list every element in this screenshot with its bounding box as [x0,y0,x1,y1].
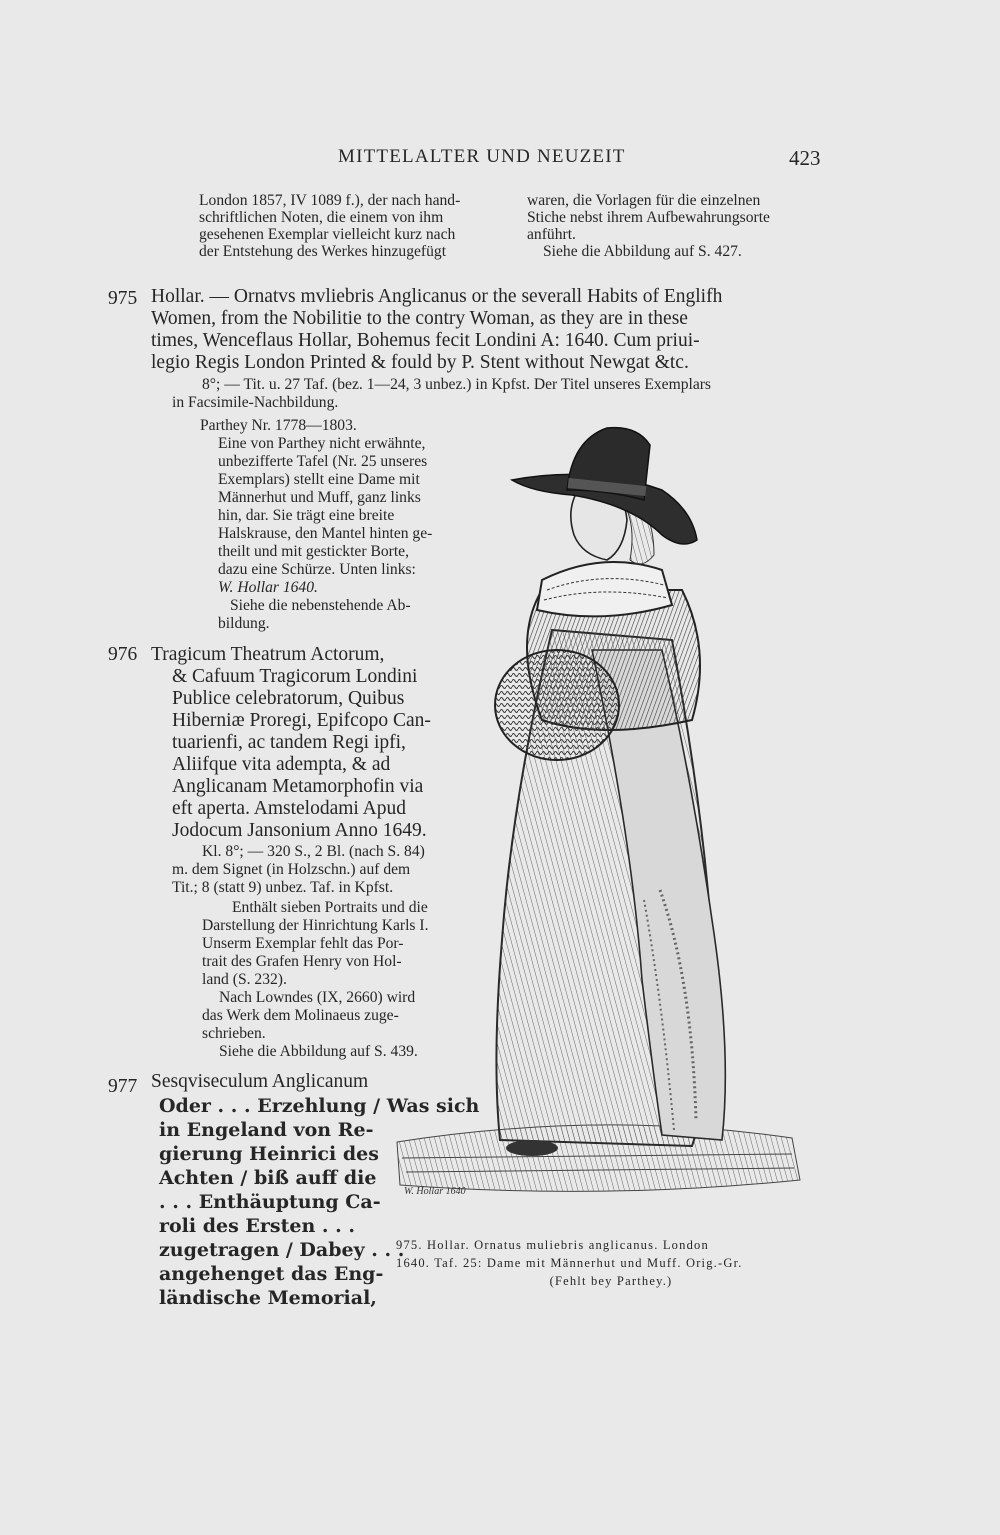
text-line: waren, die Vorlagen für die einzelnen [527,192,761,209]
text-line: gesehenen Exemplar vielleicht kurz nach [199,226,456,243]
continued-left-column [199,192,505,260]
note-line: Unserm Exemplar fehlt das Por- [202,935,404,952]
title-line: in Engeland von Re- [159,1119,374,1141]
title-line: roli des Ersten . . . [159,1215,355,1237]
title-line: Achten / biß auff die [159,1167,377,1189]
text-line: schriftlichen Noten, die einem von ihm [199,209,444,226]
running-title: MITTELALTER UND NEUZEIT [338,146,626,167]
note-line: Darstellung der Hinrichtung Karls I. [202,917,429,934]
title-line: Women, from the Nobilitie to the contry Woman, as they are in these [151,308,688,329]
title-line: Anglicanam Metamorphofin via [172,776,424,797]
entry-number: 975 [108,288,138,309]
note-line: Parthey Nr. 1778—1803. [200,417,357,434]
collation-line: in Facsimile-Nachbildung. [172,394,339,411]
collation-line: m. dem Signet (in Holzschn.) auf dem [172,861,411,878]
engraving-figure [392,420,832,1215]
collation-line: Tit.; 8 (statt 9) unbez. Taf. in Kpfst. [172,879,394,896]
title-line: Sesqviseculum Anglicanum [151,1071,369,1092]
title-line: . . . Enthäuptung Ca- [159,1191,381,1213]
title-line: angehenget das Eng- [159,1263,384,1285]
text-line: Stiche nebst ihrem Aufbewahrungsorte [527,209,770,226]
collation-line: 8°; — Tit. u. 27 Taf. (bez. 1—24, 3 unbez.) in Kpfst. Der Titel unseres Exemplars [202,376,712,393]
entry-975-collation [172,376,832,412]
page-number: 423 [789,146,821,170]
title-line: ländische Memorial, [159,1287,377,1309]
note-line: dazu eine Schürze. Unten links: [218,561,416,578]
caption-line: 1640. Taf. 25: Dame mit Männerhut und Muff. Orig.-Gr. [396,1256,743,1270]
title-line: zugetragen / Dabey . . . [159,1239,405,1261]
figure-caption [396,1236,826,1290]
title-line: & Cafuum Tragicorum Londini [172,666,418,687]
note-line: Nach Lowndes (IX, 2660) wird [219,989,416,1006]
note-line: bildung. [218,615,270,632]
title-line: Hollar. — Ornatvs mvliebris Anglicanus or the severall Habits of Englifh [151,286,723,307]
note-line: Enthält sieben Portraits und die [232,899,428,916]
note-line: Siehe die nebenstehende Ab- [230,597,411,614]
note-line: Halskrause, den Mantel hinten ge- [218,525,433,542]
text-line: London 1857, IV 1089 f.), der nach hand- [199,192,461,209]
note-line: theilt und mit gestickter Borte, [218,543,409,560]
text-line: der Entstehung des Werkes hinzugefügt [199,243,447,260]
caption-line: (Fehlt bey Parthey.) [549,1274,673,1288]
entry-975-title [151,286,823,374]
collation-line: Kl. 8°; — 320 S., 2 Bl. (nach S. 84) [202,843,425,860]
continued-right-column [527,192,837,260]
title-line: Aliifque vita adempta, & ad [172,754,391,775]
note-line: Männerhut und Muff, ganz links [218,489,421,506]
entry-number: 976 [108,644,138,665]
note-line: Eine von Parthey nicht erwähnte, [218,435,426,452]
note-line: schrieben. [202,1025,266,1042]
title-line: gierung Heinrici des [159,1143,379,1165]
note-line: das Werk dem Molinaeus zuge- [202,1007,399,1024]
title-line: Jodocum Jansonium Anno 1649. [172,820,427,841]
note-line: trait des Grafen Henry von Hol- [202,953,402,970]
note-line: Siehe die Abbildung auf S. 439. [219,1043,418,1060]
engraving-signature: W. Hollar 1640 [404,1186,466,1197]
title-line: legio Regis London Printed & fould by P. Stent without Newgat &tc. [151,352,689,373]
note-line: hin, dar. Sie trägt eine breite [218,507,395,524]
title-line: Tragicum Theatrum Actorum, [151,644,385,665]
note-line: land (S. 232). [202,971,287,988]
title-line: tuarienfi, ac tandem Regi ipfi, [172,732,406,753]
title-line: Hiberniæ Proregi, Epifcopo Can- [172,710,431,731]
title-line: Oder . . . Erzehlung / Was sich [159,1095,480,1117]
entry-number: 977 [108,1076,138,1097]
note-line: unbezifferte Tafel (Nr. 25 unseres [218,453,428,470]
note-line: Exemplars) stellt eine Dame mit [218,471,420,488]
title-line: Publice celebratorum, Quibus [172,688,405,709]
title-line: times, Wenceflaus Hollar, Bohemus fecit Londini A: 1640. Cum priui- [151,330,700,351]
text-line: anführt. [527,226,576,243]
title-line: eft aperta. Amstelodami Apud [172,798,406,819]
caption-line: 975. Hollar. Ornatus muliebris anglicanus. London [396,1238,709,1252]
text-line: Siehe die Abbildung auf S. 427. [543,243,742,260]
note-line: W. Hollar 1640. [218,579,318,596]
engraving-lady-with-hat-and-muff-icon [392,420,832,1210]
